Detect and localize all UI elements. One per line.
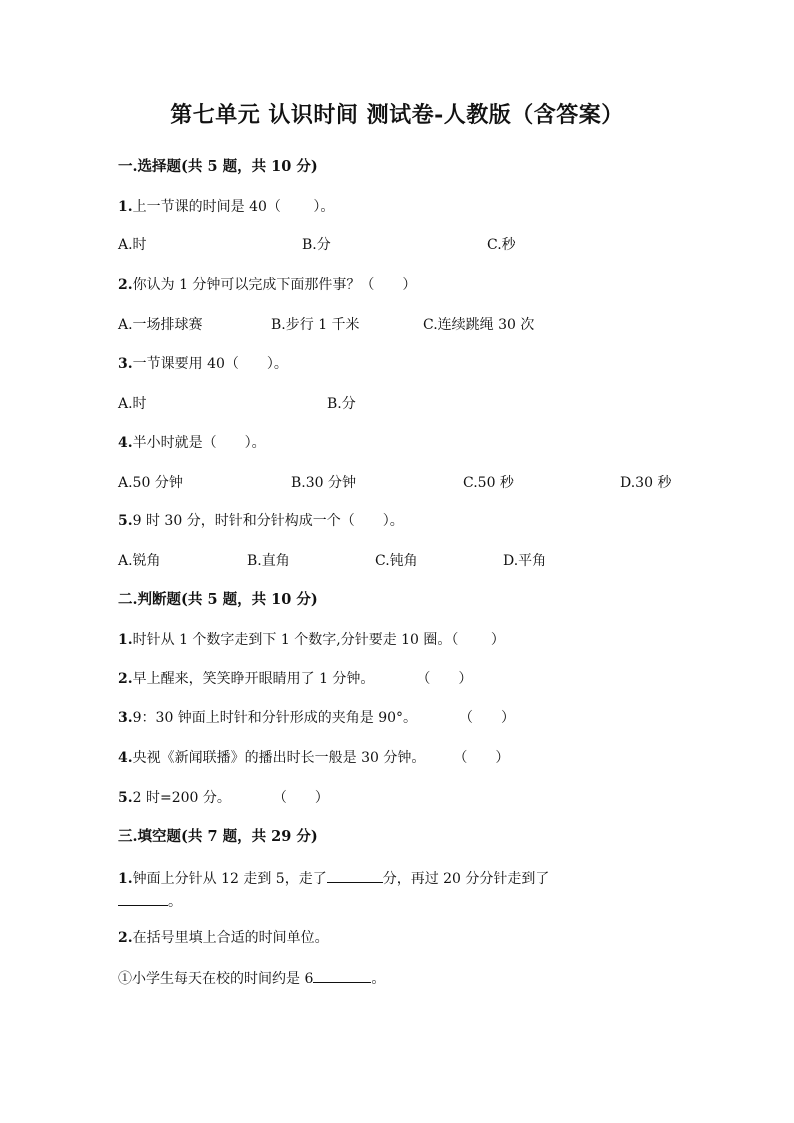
question-text: 上一节课的时间是 40（ ）。 — [132, 199, 335, 215]
judge-question-4 — [118, 748, 509, 768]
answer-blank[interactable] — [313, 968, 371, 983]
choice-5-option-b: B.直角 — [247, 553, 290, 569]
judge-question-2 — [118, 669, 472, 689]
question-number: 3. — [118, 710, 133, 726]
question-text: 半小时就是（ ）。 — [132, 435, 266, 451]
question-text: 早上醒来，笑笑睁开眼睛用了 1 分钟。 （ ） — [132, 671, 473, 687]
section-judge-heading: 二.判断题(共 5 题，共 10 分) — [118, 591, 318, 608]
question-text: ①小学生每天在校的时间约是 6 — [118, 971, 314, 987]
question-number: 4. — [118, 435, 133, 451]
judge-question-1 — [118, 630, 505, 650]
fill-question-2-item-1 — [118, 968, 385, 989]
question-text: 时针从 1 个数字走到下 1 个数字,分针要走 10 圈。（ ） — [132, 632, 505, 648]
choice-4-option-b: B.30 分钟 — [291, 475, 357, 491]
question-number: 1. — [118, 199, 133, 215]
choice-1-option-c: C.秒 — [487, 237, 516, 253]
choice-1-option-b: B.分 — [302, 237, 331, 253]
choice-5-option-a: A.锐角 — [118, 553, 161, 569]
question-number: 2. — [118, 671, 133, 687]
question-number: 2. — [118, 277, 133, 293]
question-text: 在括号里填上合适的时间单位。 — [132, 930, 329, 946]
choice-question-5 — [118, 511, 404, 531]
choice-2-option-c: C.连续跳绳 30 次 — [423, 317, 535, 333]
choice-3-option-b: B.分 — [327, 396, 356, 412]
choice-4-option-c: C.50 秒 — [463, 475, 514, 491]
fill-question-2 — [118, 928, 329, 948]
answer-blank[interactable] — [118, 891, 168, 906]
question-number: 1. — [118, 871, 133, 887]
choice-question-2 — [118, 275, 416, 295]
question-number: 3. — [118, 356, 133, 372]
choice-5-option-d: D.平角 — [503, 553, 547, 569]
question-text: 你认为 1 分钟可以完成下面那件事？（ ） — [132, 277, 417, 293]
section-fill-heading: 三.填空题(共 7 题，共 29 分) — [118, 828, 318, 845]
page-title: 第七单元 认识时间 测试卷-人教版（含答案） — [170, 102, 624, 128]
section-choice-heading: 一.选择题(共 5 题，共 10 分) — [118, 158, 318, 175]
judge-question-5 — [118, 788, 329, 808]
fill-question-1 — [118, 868, 549, 889]
choice-question-4 — [118, 433, 266, 453]
question-number: 5. — [118, 790, 133, 806]
question-text: 。 — [168, 894, 182, 910]
choice-2-option-a: A.一场排球赛 — [118, 317, 203, 333]
question-text: 9 时 30 分，时针和分针构成一个（ ）。 — [132, 513, 404, 529]
question-number: 5. — [118, 513, 133, 529]
question-number: 1. — [118, 632, 133, 648]
choice-2-option-b: B.步行 1 千米 — [271, 317, 360, 333]
question-text: 2 时=200 分。 （ ） — [132, 790, 329, 806]
question-text: 央视《新闻联播》的播出时长一般是 30 分钟。 （ ） — [132, 750, 510, 766]
fill-question-1-continued — [118, 891, 182, 912]
question-text: 一节课要用 40（ ）。 — [132, 356, 288, 372]
question-text: 钟面上分针从 12 走到 5，走了 — [132, 871, 327, 887]
choice-3-option-a: A.时 — [118, 396, 147, 412]
question-number: 2. — [118, 930, 133, 946]
choice-1-option-a: A.时 — [118, 237, 147, 253]
judge-question-3 — [118, 708, 515, 728]
answer-blank[interactable] — [327, 868, 383, 883]
question-text: 9：30 钟面上时针和分针形成的夹角是 90°。 （ ） — [132, 710, 516, 726]
question-number: 4. — [118, 750, 133, 766]
choice-5-option-c: C.钝角 — [375, 553, 418, 569]
question-text: 分，再过 20 分分针走到了 — [382, 871, 550, 887]
question-text: 。 — [371, 971, 386, 987]
choice-question-3 — [118, 354, 288, 374]
choice-question-1 — [118, 197, 334, 217]
choice-4-option-d: D.30 秒 — [620, 475, 672, 491]
choice-4-option-a: A.50 分钟 — [118, 475, 183, 491]
